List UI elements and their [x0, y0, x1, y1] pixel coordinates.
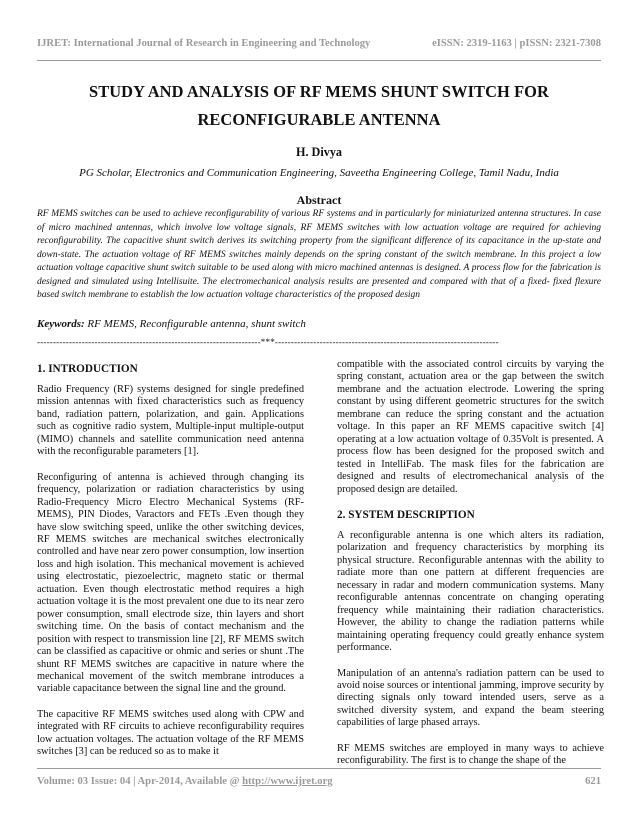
issn: eISSN: 2319-1163 | pISSN: 2321-7308 — [432, 38, 601, 49]
left-column — [37, 363, 304, 759]
right-paragraph-4: RF MEMS switches are employed in many ways to achieve reconfigurability. The first is to change the shape of the — [337, 742, 604, 767]
system-description-heading: 2. SYSTEM DESCRIPTION — [337, 508, 475, 521]
keywords — [37, 318, 601, 330]
right-column — [337, 359, 604, 768]
page-number: 621 — [585, 776, 601, 787]
title-line-2: RECONFIGURABLE ANTENNA — [197, 110, 441, 129]
intro-paragraph-2: Reconfiguring of antenna is achieved through changing its frequency, polarization or radiation characteristics by using Radio-Frequency Micro Electro Mechanical Systems (RF-MEMS), PIN Diodes, Varactors and FETs .Even though they have slow switching speed, unlike the other switching devices, RF MEMS switches are mechanical switches electronically controlled and have near zero power consumption, low insertion loss and high isolation. This mechanical movement is achieved using electrostatic, piezoelectric, magneto static or thermal actuation. Even though electrostatic method requires a high actuation voltage it is the most prevalent one due to its near zero power consumption, small electrode size, thin layers and short switching time. On the basis of contact mechanism and the position with respect to transmission line [2], RF MEMS switch can be classified as capacitive or ohmic and series or shunt .The shunt RF MEMS switches are capacitive in nature where the mechanical movement of the switch membrane introduces a variable capacitance between the signal line and the ground. — [37, 471, 304, 695]
section-separator: ----------------------------------------------------------------------***---------------------------------------------------------------------- — [37, 337, 499, 347]
running-footer — [37, 776, 601, 787]
right-paragraph-2: A reconfigurable antenna is one which alters its radiation, polarization and frequency characteristics by morphing its physical structure. Reconfigurable antennas with the ability to radiate more than one pattern at different frequencies are necessary in radar and modern communication systems. Many reconfigurable antennas concentrate on changing operating frequency while maintaining their radiation characteristics. However, the ability to change the radiation patterns while maintaining operating frequency could greatly enhance system performance. — [337, 529, 604, 654]
intro-paragraph-1: Radio Frequency (RF) systems designed for single predefined mission antennas with fixed characteristics such as frequency band, radiation pattern, polarization, and gain. Applications such as cognitive radio system, Multiple-input multiple-output (MIMO) channels and satellite communication need antenna with the reconfigurable parameters [1]. — [37, 384, 304, 458]
title-line-1: STUDY AND ANALYSIS OF RF MEMS SHUNT SWITCH FOR — [89, 82, 549, 101]
journal-link[interactable]: http://www.ijret.org — [242, 776, 333, 787]
footer-rule — [37, 768, 601, 769]
header-rule — [37, 60, 601, 61]
author-name: H. Divya — [295, 145, 343, 159]
intro-paragraph-3: The capacitive RF MEMS switches used along with CPW and integrated with RF circuits to achieve reconfigurability requires low actuation voltages. The actuation voltage of the RF MEMS switches [3] can be reduced so as to make it — [37, 708, 304, 758]
journal-name: IJRET: International Journal of Research in Engineering and Technology — [37, 38, 371, 49]
abstract-text: RF MEMS switches can be used to achieve reconfigurability of various RF systems and in particularly for miniaturized antenna structures. In case of micro machined antennas, which involve low voltage signals, RF MEMS switches with low actuation voltage are required for achieving reconfigurability. The capacitive shunt switch derives its switching property from the significant difference of its capacitance in the up-state and down-state. The actuation voltage of RF MEMS switches mainly depends on the spring constant of the switch membrane. In this project a low actuation voltage capacitive shunt switch suitable to be used along with micro machined antennas is designed. A process flow for the fabrication is designed and simulated using Intellisuite. The electromechanical analysis results are presented and compared with that of a fixed- fixed flexure based switch membrane to establish the low actuation voltage characteristics of the proposed design — [37, 209, 601, 300]
right-paragraph-1: compatible with the associated control circuits by varying the spring constant, actuation area or the gap between the switch membrane and the actuation electrode. Lowering the spring constant by using different geometric structures for the switch membrane can reduce the spring constant and the actuation voltage. In this paper an RF MEMS capacitive switch [4] operating at a low actuation voltage of 0.35Volt is presented. A process flow has been designed for the proposed switch and tested in IntelliFab. The mask files for the fabrication are designed and results of electromechanical analysis of the proposed design are detailed. — [337, 359, 604, 495]
keywords-list: RF MEMS, Reconfigurable antenna, shunt switch — [87, 318, 306, 330]
paper-title — [37, 78, 601, 134]
keywords-label: Keywords: — [37, 318, 85, 330]
right-paragraph-3: Manipulation of an antenna's radiation pattern can be used to avoid noise sources or intentional jamming, improve security by directing signals only toward intended users, serve as a switched diversity system, and expand the beam steering capabilities of large phased arrays. — [337, 667, 604, 729]
volume-info — [37, 776, 333, 787]
author-affiliation: PG Scholar, Electronics and Communication Engineering, Saveetha Engineering College, Tamil Nadu, India — [79, 167, 559, 179]
abstract-heading: Abstract — [296, 193, 342, 207]
intro-heading: 1. INTRODUCTION — [37, 363, 138, 375]
volume-text: Volume: 03 Issue: 04 | Apr-2014, Available @ — [37, 776, 243, 787]
running-header — [37, 38, 601, 49]
